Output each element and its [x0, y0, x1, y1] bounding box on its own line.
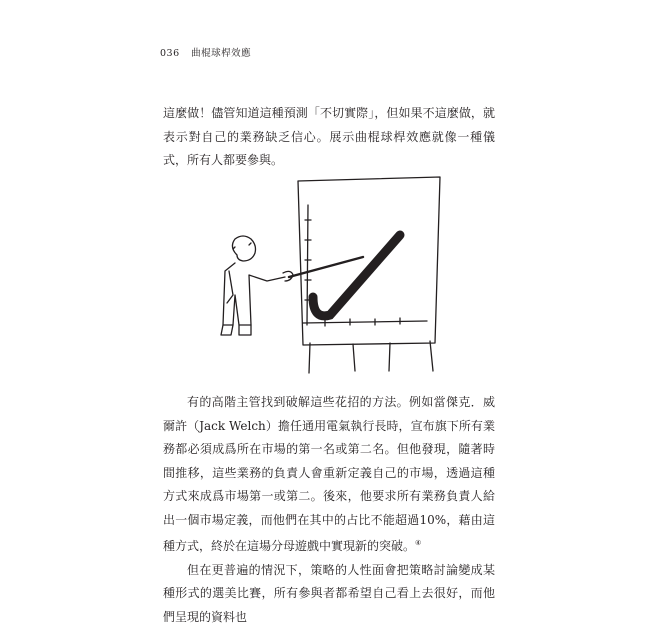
easel-leg-right — [430, 341, 433, 371]
footnote-marker: ④ — [415, 539, 421, 547]
page-number: 036 — [160, 48, 180, 59]
book-title: 曲棍球桿效應 — [191, 48, 251, 59]
hockey-stick-line — [313, 235, 400, 316]
easel-leg-mid-right — [389, 343, 390, 371]
paragraph: 但在更普遍的情況下，策略的人性面會把策略討論變成某種形式的選美比賽，所有參與者都希望自己看上去很好，而他們呈現的資料也 — [163, 559, 495, 629]
chart-y-axis — [307, 205, 308, 325]
body-text-bottom — [163, 391, 495, 629]
chart-x-axis — [303, 321, 427, 323]
easel-leg-mid-left — [353, 344, 355, 371]
body-text-top — [163, 102, 495, 173]
board-outline — [298, 177, 440, 345]
running-header — [160, 45, 251, 59]
paragraph: 這麼做！儘管知道這種預測「不切實際」，但如果不這麼做，就表示對自己的業務缺乏信心。展示曲棍球桿效應就像一種儀式，所有人都要參與。 — [163, 102, 495, 173]
easel-leg-left — [309, 343, 310, 373]
paragraph: 有的高階主管找到破解這些花招的方法。例如當傑克．威爾許（Jack Welch）擔任通用電氣執行長時，宣布旗下所有業務都必須成爲所在市場的第一名或第二名。但他發現，隨著時間推移，這些業務的負責人會重新定義自己的市場，透過這種方式來成爲市場第一或第二。後來，他要求所有業務負責人給出一個市場定義，而他們在其中的占比不能超過10%，藉由這種方式，終於在這場分母遊戲中實現新的突破。④ — [163, 391, 495, 559]
presenter-head — [232, 236, 255, 261]
hockey-stick-cartoon — [205, 175, 455, 375]
